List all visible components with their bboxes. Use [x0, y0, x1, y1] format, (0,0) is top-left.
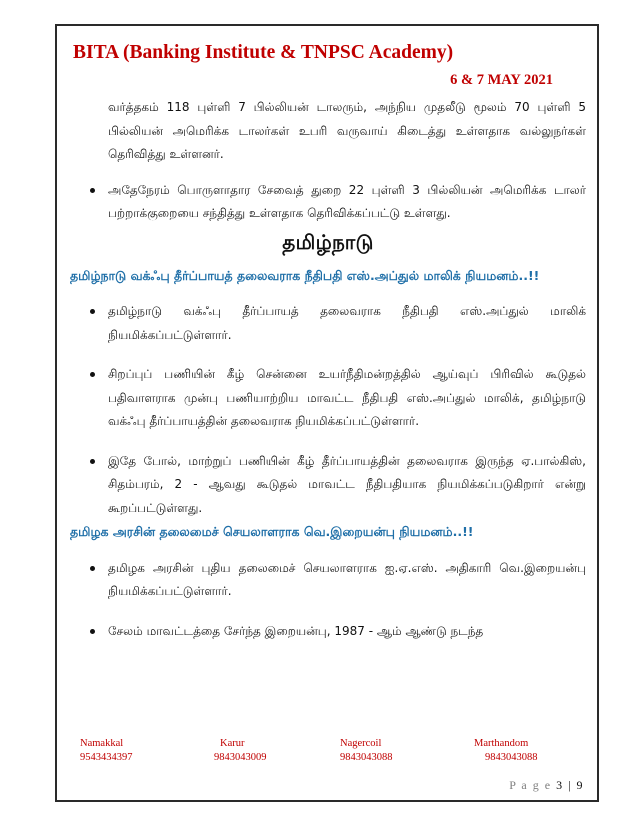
bullet-item — [70, 179, 586, 226]
office-nagercoil — [340, 737, 393, 765]
news-heading: தமிழக அரசின் தலைமைச் செயலாளராக வெ.இறையன்பு நியமனம்..!! — [70, 524, 474, 539]
office-city: Nagercoil — [340, 738, 382, 749]
bullet-dot-icon — [90, 459, 95, 464]
issue-date: 6 & 7 MAY 2021 — [450, 72, 553, 88]
office-karur — [214, 737, 267, 765]
bullet-dot-icon — [90, 188, 95, 193]
bullet-text: தமிழ்நாடு வக்ஃபு தீர்ப்பாயத் தலைவராக நீதிபதி எஸ்.அப்துல் மாலிக் நியமிக்கப்பட்டுள்ளார். — [108, 304, 586, 342]
office-city: Marthandom — [474, 738, 529, 749]
news-heading: தமிழ்நாடு வக்ஃபு தீர்ப்பாயத் தலைவராக நீதிபதி எஸ்.அப்துல் மாலிக் நியமனம்..!! — [70, 267, 540, 283]
office-city: Namakkal — [80, 738, 124, 749]
bullet-dot-icon — [90, 566, 95, 571]
page-separator: | — [568, 778, 572, 792]
bullet-item — [70, 363, 586, 434]
page-label: P a g e — [509, 778, 552, 792]
bullet-item — [70, 620, 586, 644]
office-city: Karur — [220, 738, 245, 749]
bullet-text: சிறப்புப் பணியின் கீழ் சென்னை உயர்நீதிமன்றத்தில் ஆய்வுப் பிரிவில் கூடுதல் பதிவாளராக முன்பு பணியாற்றிய மாவட்ட நீதிபதி எஸ்.அப்துல் மாலிக், தமிழ்நாடு வக்ஃபு தீர்ப்பாயத்தின் தலைவராக நியமிக்கப்பட்டுள்ளார். — [108, 367, 586, 428]
office-phone: 9843043088 — [340, 752, 393, 763]
bullet-text: அதேநேரம் பொருளாதார சேவைத் துறை 22 புள்ளி 3 பில்லியன் அமெரிக்க டாலர் பற்றாக்குறையை சந்தித்து உள்ளதாக தெரிவிக்கப்பட்டு உள்ளது. — [108, 182, 586, 220]
continued-paragraph: வர்த்தகம் 118 புள்ளி 7 பில்லியன் டாலரும், அந்நிய முதலீடு மூலம் 70 புள்ளி 5 பில்லியன் அமெரிக்க டாலர்கள் உபரி வருவாய் கிடைத்து உள்ளதாக வல்லுநர்கள் தெரிவித்து உள்ளனர். — [108, 100, 586, 161]
page-number — [509, 778, 584, 793]
office-namakkal — [80, 737, 133, 765]
bullet-item — [70, 557, 586, 604]
bullet-dot-icon — [90, 629, 95, 634]
office-phone: 9843043088 — [485, 752, 538, 763]
office-marthandom — [474, 737, 538, 765]
bullet-dot-icon — [90, 309, 95, 314]
bullet-text: சேலம் மாவட்டத்தை சேர்ந்த இறையன்பு, 1987 - ஆம் ஆண்டு நடந்த — [108, 623, 484, 638]
bullet-text: இதே போல், மாற்றுப் பணியின் கீழ் தீர்ப்பாயத்தின் தலைவராக இருந்த ஏ.பால்கிஸ், சிதம்பரம், 2 - ஆவது கூடுதல் மாவட்ட நீதிபதியாக நியமிக்கப்படுகிறார் என்று கூறப்பட்டுள்ளது. — [108, 453, 586, 515]
section-title: தமிழ்நாடு — [282, 229, 374, 254]
current-page: 3 — [556, 778, 564, 792]
total-pages: 9 — [576, 778, 584, 792]
bullet-dot-icon — [90, 372, 95, 377]
bullet-text: தமிழக அரசின் புதிய தலைமைச் செயலாளராக ஐ.ஏ.எஸ். அதிகாரி வெ.இறையன்பு நியமிக்கப்பட்டுள்ளார். — [108, 560, 586, 598]
bullet-item — [70, 450, 586, 521]
office-phone: 9543434397 — [80, 752, 133, 763]
institute-title: BITA (Banking Institute & TNPSC Academy) — [73, 42, 454, 63]
bullet-item — [70, 300, 586, 347]
office-phone: 9843043009 — [214, 752, 267, 763]
page-content — [70, 96, 586, 643]
